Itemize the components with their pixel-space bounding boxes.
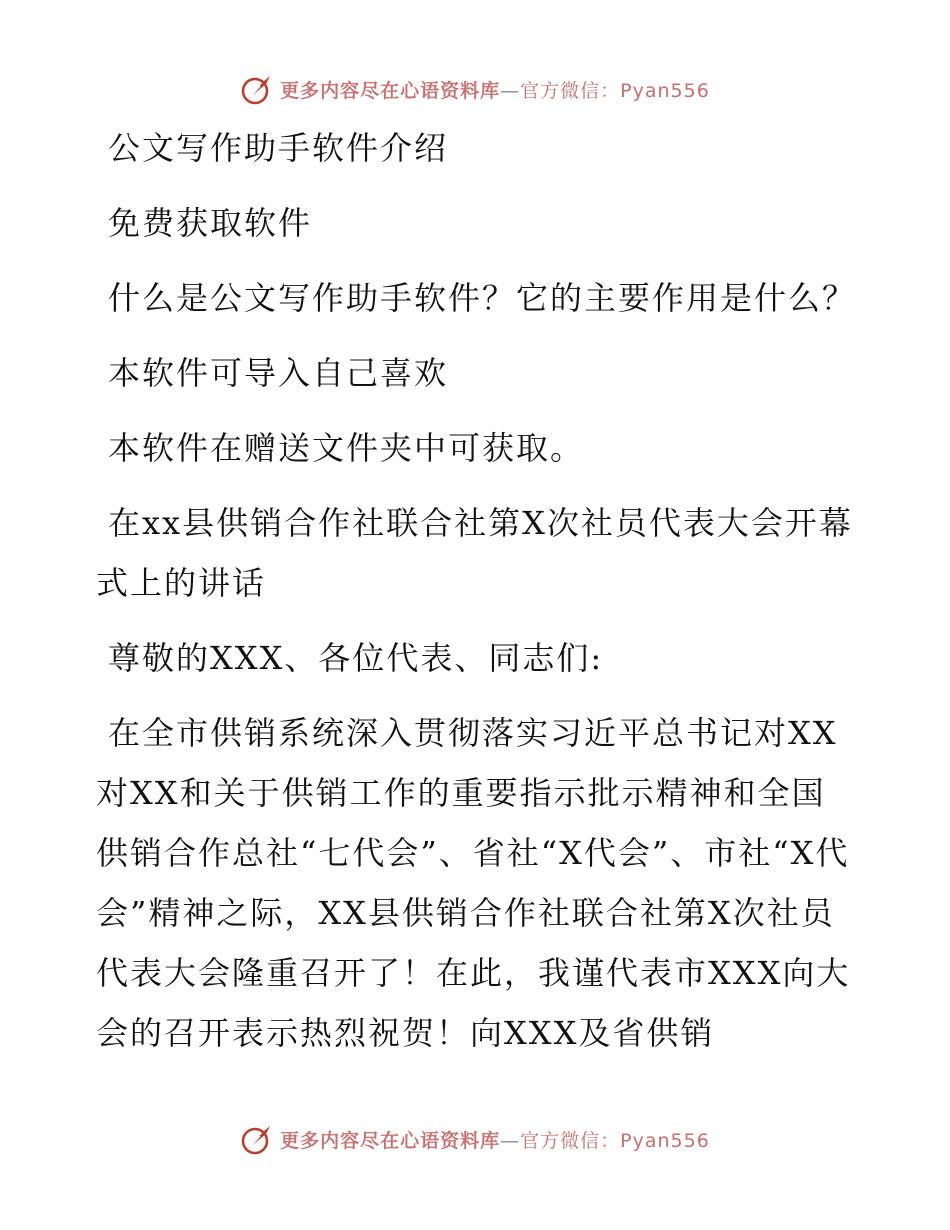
question-line: 什么是公文写作助手软件？它的主要作用是什么？ bbox=[108, 279, 857, 317]
watermark-sub: 官方微信：Pyan556 bbox=[520, 79, 710, 102]
import-line: 本软件可导入自己喜欢 bbox=[108, 354, 449, 392]
header-watermark bbox=[0, 72, 950, 106]
footer-watermark bbox=[0, 1122, 950, 1156]
watermark-separator: — bbox=[500, 79, 521, 102]
quill-logo-icon bbox=[240, 72, 274, 106]
watermark-separator: — bbox=[500, 1129, 521, 1152]
watermark-sub: 官方微信：Pyan556 bbox=[520, 1129, 710, 1152]
salutation: 尊敬的XXX、各位代表、同志们: bbox=[108, 639, 604, 677]
quill-logo-icon bbox=[240, 1122, 274, 1156]
watermark-text bbox=[280, 76, 710, 103]
doc-title: 公文写作助手软件介绍 bbox=[108, 129, 449, 167]
watermark-main: 更多内容尽在心语资料库 bbox=[280, 1129, 501, 1152]
body-paragraph: 在全市供销系统深入贯彻落实习近平总书记对XX对XX和关于供销工作的重要指示批示精神和全国供销合作总社“七代会”、省社“X代会”、市社“X代会”精神之际，XX县供销合作社联合社第X次社员代表大会隆重召开了！在此，我谨代表市XXX向大会的召开表示热烈祝贺！向XXX及省供销 bbox=[96, 714, 851, 1052]
watermark-text bbox=[280, 1126, 710, 1153]
folder-line: 本软件在赠送文件夹中可获取。 bbox=[108, 429, 585, 467]
speech-title: 在xx县供销合作社联合社第X次社员代表大会开幕式上的讲话 bbox=[96, 504, 853, 602]
get-software-line: 免费获取软件 bbox=[108, 204, 313, 242]
document-body bbox=[96, 118, 856, 1078]
watermark-main: 更多内容尽在心语资料库 bbox=[280, 79, 501, 102]
